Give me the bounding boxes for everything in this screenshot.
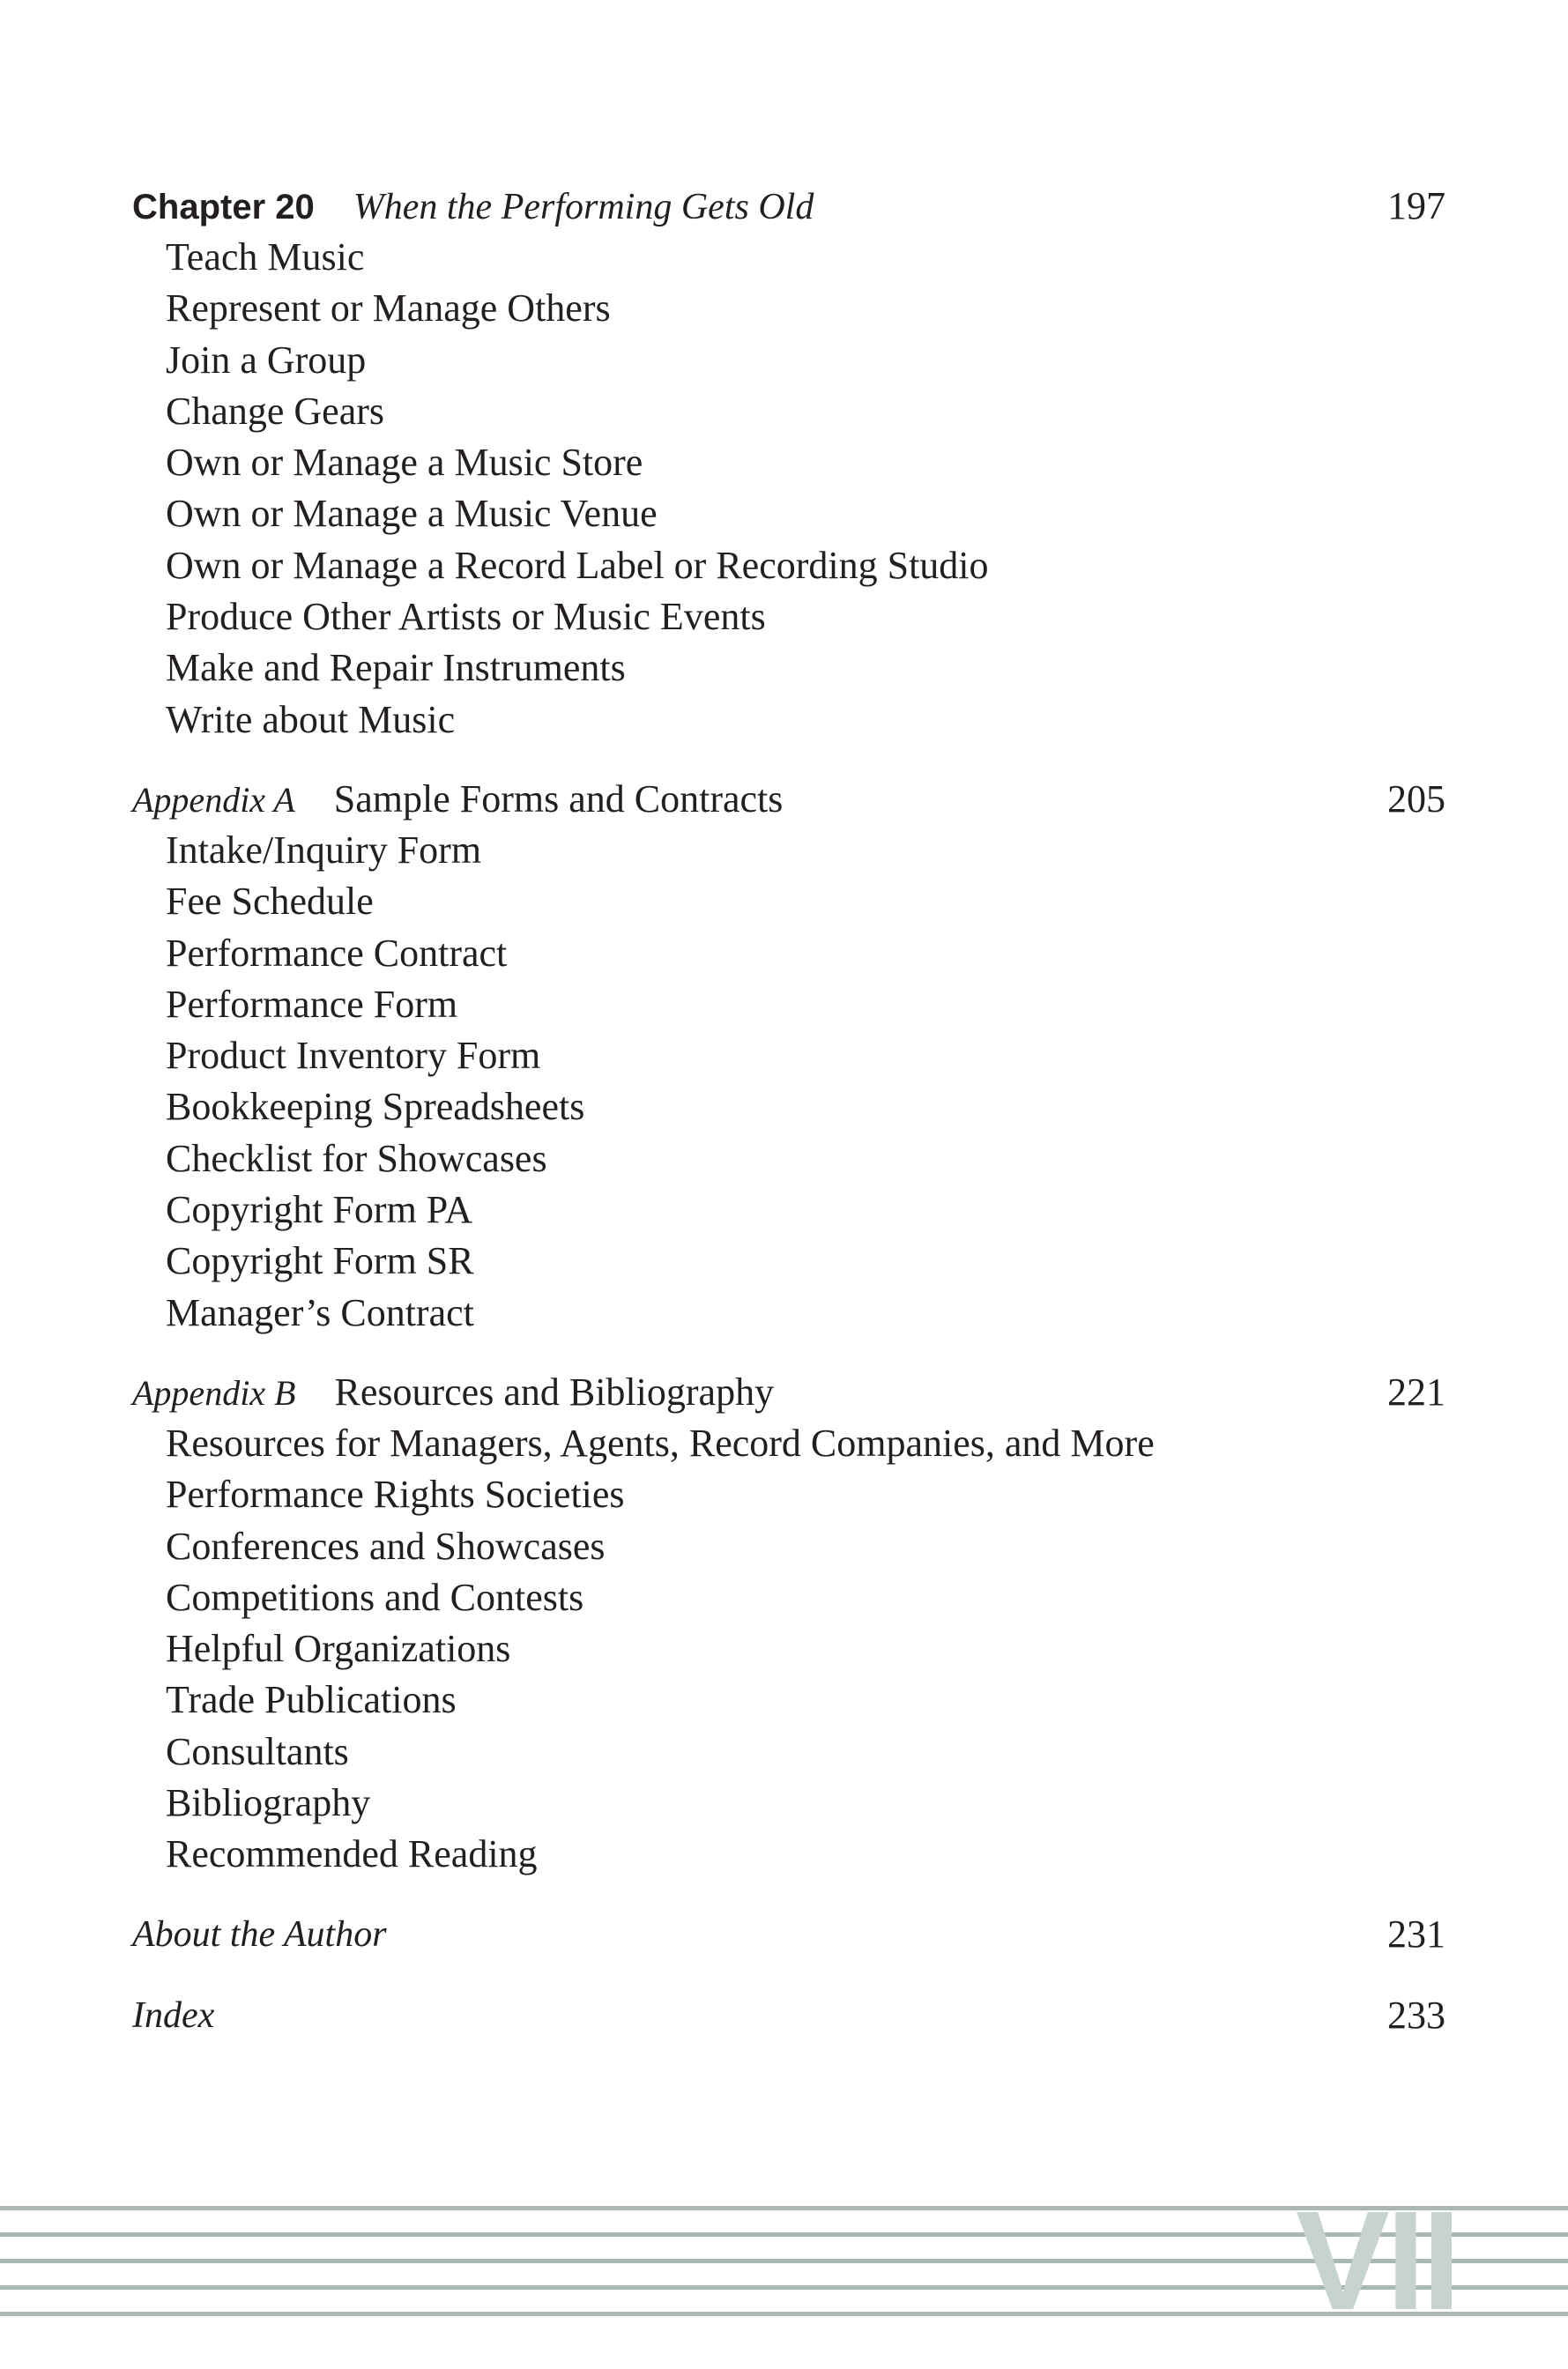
- appendix-b-label: Appendix B: [132, 1372, 296, 1413]
- appendix-b-title: Resources and Bibliography: [334, 1370, 775, 1414]
- toc-entry[interactable]: Helpful Organizations: [166, 1627, 511, 1671]
- toc-entry[interactable]: Copyright Form SR: [166, 1239, 474, 1283]
- toc-entry[interactable]: Own or Manage a Record Label or Recording Studio: [166, 543, 989, 587]
- toc-entry[interactable]: Resources for Managers, Agents, Record Companies, and More: [166, 1421, 1155, 1465]
- toc-entry[interactable]: Copyright Form PA: [166, 1188, 473, 1232]
- page-folio: VII: [1296, 2181, 1458, 2339]
- chapter-20-section: [132, 181, 1445, 746]
- toc-entry[interactable]: Produce Other Artists or Music Events: [166, 595, 766, 639]
- index-page-number: 233: [1387, 1993, 1445, 2037]
- chapter-page-number: 197: [1387, 184, 1445, 227]
- toc-entry[interactable]: Teach Music: [166, 235, 365, 278]
- appendix-a-section: [132, 774, 1445, 1339]
- appendix-a-heading[interactable]: [132, 774, 1445, 825]
- index-entry[interactable]: [132, 1990, 1445, 2041]
- appendix-a-page-number: 205: [1387, 776, 1445, 821]
- toc-entry[interactable]: Competitions and Contests: [166, 1575, 584, 1619]
- toc-entry[interactable]: Manager’s Contract: [166, 1290, 474, 1334]
- toc-entry[interactable]: Consultants: [166, 1729, 349, 1773]
- about-the-author-title: About the Author: [132, 1913, 387, 1955]
- toc-entry[interactable]: Own or Manage a Music Venue: [166, 492, 658, 536]
- toc-entry[interactable]: Conferences and Showcases: [166, 1524, 606, 1568]
- toc-entry[interactable]: Represent or Manage Others: [166, 286, 611, 330]
- toc-entry[interactable]: Performance Rights Societies: [166, 1473, 625, 1517]
- about-the-author-entry[interactable]: [132, 1909, 1445, 1960]
- chapter-entries: [132, 232, 1445, 746]
- appendix-b-heading[interactable]: [132, 1367, 1445, 1418]
- toc-entry[interactable]: Own or Manage a Music Store: [166, 441, 643, 485]
- toc-entry[interactable]: Intake/Inquiry Form: [166, 828, 482, 872]
- toc-entry[interactable]: Change Gears: [166, 389, 385, 433]
- table-of-contents: [132, 181, 1445, 2071]
- toc-entry[interactable]: Bookkeeping Spreadsheets: [166, 1085, 585, 1129]
- appendix-b-entries: [132, 1418, 1445, 1881]
- toc-entry[interactable]: Write about Music: [166, 697, 456, 741]
- appendix-a-entries: [132, 825, 1445, 1339]
- toc-entry[interactable]: Checklist for Showcases: [166, 1136, 547, 1180]
- chapter-title: When the Performing Gets Old: [353, 187, 814, 227]
- appendix-a-label: Appendix A: [132, 779, 295, 820]
- chapter-heading[interactable]: [132, 181, 1445, 232]
- appendix-b-page-number: 221: [1387, 1370, 1445, 1414]
- index-title: Index: [132, 1994, 215, 2036]
- toc-entry[interactable]: Join a Group: [166, 338, 367, 382]
- appendix-b-section: [132, 1367, 1445, 1881]
- toc-entry[interactable]: Performance Form: [166, 982, 458, 1026]
- toc-entry[interactable]: Product Inventory Form: [166, 1034, 541, 1078]
- chapter-label: Chapter 20: [132, 188, 315, 227]
- toc-entry[interactable]: Recommended Reading: [166, 1832, 538, 1876]
- toc-entry[interactable]: Make and Repair Instruments: [166, 646, 626, 690]
- toc-entry[interactable]: Fee Schedule: [166, 880, 374, 924]
- toc-entry[interactable]: Bibliography: [166, 1781, 371, 1825]
- appendix-a-title: Sample Forms and Contracts: [333, 776, 784, 821]
- toc-entry[interactable]: Performance Contract: [166, 931, 508, 975]
- about-the-author-page-number: 231: [1387, 1912, 1445, 1956]
- toc-entry[interactable]: Trade Publications: [166, 1678, 457, 1722]
